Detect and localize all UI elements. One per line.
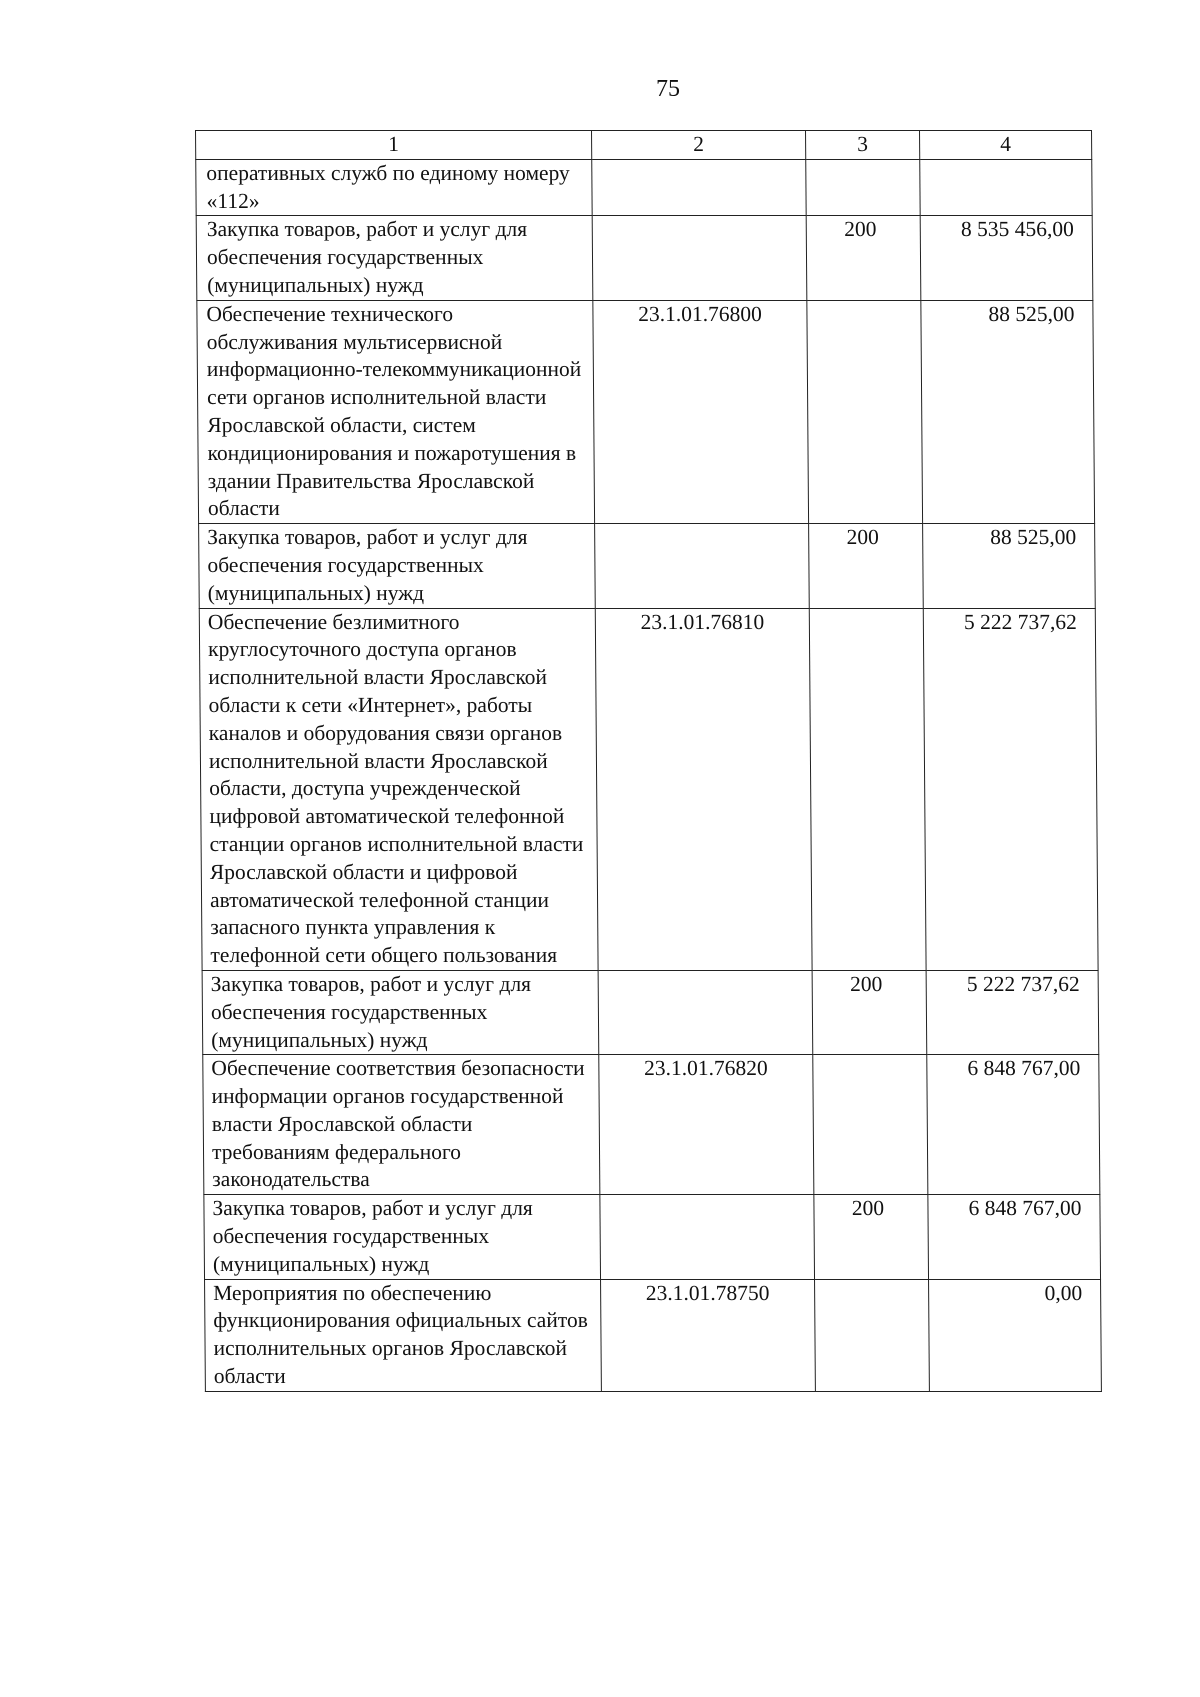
row-amount: 0,00 xyxy=(929,1279,1102,1391)
table-row xyxy=(196,216,1093,300)
table-row xyxy=(196,159,1092,216)
column-header-2: 2 xyxy=(592,131,806,160)
row-amount: 5 222 737,62 xyxy=(926,970,1099,1054)
column-header-3: 3 xyxy=(806,131,920,160)
column-header-4: 4 xyxy=(920,131,1092,160)
row-name: Мероприятия по обеспечению функционирования официальных сайтов исполнительных органов Ярославской области xyxy=(205,1279,602,1391)
row-expense-type: 200 xyxy=(806,216,921,300)
budget-table xyxy=(195,130,1102,1392)
row-name: Закупка товаров, работ и услуг для обеспечения государственных (муниципальных) нужд xyxy=(196,216,593,300)
table-row xyxy=(203,1055,1100,1195)
row-name: Закупка товаров, работ и услуг для обеспечения государственных (муниципальных) нужд xyxy=(199,524,596,608)
table-row xyxy=(204,1195,1101,1279)
page-number: 75 xyxy=(656,76,680,102)
row-expense-type xyxy=(807,300,923,523)
table-header-row xyxy=(196,131,1092,160)
row-name: оперативных служб по единому номеру «112» xyxy=(196,159,592,216)
row-code xyxy=(592,216,807,300)
row-code: 23.1.01.76820 xyxy=(599,1055,814,1195)
row-name: Обеспечение технического обслуживания мультисервисной информационно-телекоммуникационной сети органов исполнительной власти Ярославской области, систем кондиционирования и пожаротушения в здании Правительства Ярославской области xyxy=(197,300,595,523)
row-name: Обеспечение безлимитного круглосуточного доступа органов исполнительной власти Ярославской области к сети «Интернет», работы каналов и оборудования связи органов исполнительной власти Ярославской области, доступа учрежденческой цифровой автоматической телефонной станции органов исполнительной власти Ярославской области и цифровой автоматической телефонной станции запасного пункта управления к телефонной сети общего пользования xyxy=(199,608,598,970)
table-row xyxy=(197,300,1095,523)
row-code: 23.1.01.78750 xyxy=(601,1279,816,1391)
row-amount: 88 525,00 xyxy=(921,300,1095,523)
row-expense-type: 200 xyxy=(814,1195,929,1279)
row-code: 23.1.01.76810 xyxy=(595,608,812,970)
row-amount xyxy=(920,159,1092,216)
row-expense-type xyxy=(813,1055,928,1195)
table-row xyxy=(205,1279,1102,1391)
row-amount: 88 525,00 xyxy=(923,524,1096,608)
table-row xyxy=(199,524,1096,608)
table-row xyxy=(202,970,1099,1054)
row-expense-type: 200 xyxy=(809,524,924,608)
row-expense-type: 200 xyxy=(812,970,927,1054)
row-amount: 6 848 767,00 xyxy=(927,1055,1100,1195)
column-header-1: 1 xyxy=(196,131,592,160)
row-amount: 8 535 456,00 xyxy=(920,216,1093,300)
row-amount: 6 848 767,00 xyxy=(928,1195,1101,1279)
row-code: 23.1.01.76800 xyxy=(593,300,809,523)
row-name: Обеспечение соответствия безопасности информации органов государственной власти Ярославской области требованиям федерального законодательства xyxy=(203,1055,600,1195)
row-code xyxy=(595,524,810,608)
row-code xyxy=(600,1195,815,1279)
row-code xyxy=(598,970,813,1054)
row-name: Закупка товаров, работ и услуг для обеспечения государственных (муниципальных) нужд xyxy=(204,1195,601,1279)
row-expense-type xyxy=(809,608,926,970)
row-name: Закупка товаров, работ и услуг для обеспечения государственных (муниципальных) нужд xyxy=(202,970,599,1054)
row-code xyxy=(592,159,806,216)
row-expense-type xyxy=(806,159,920,216)
row-amount: 5 222 737,62 xyxy=(923,608,1098,970)
table-row xyxy=(199,608,1098,970)
row-expense-type xyxy=(815,1279,930,1391)
